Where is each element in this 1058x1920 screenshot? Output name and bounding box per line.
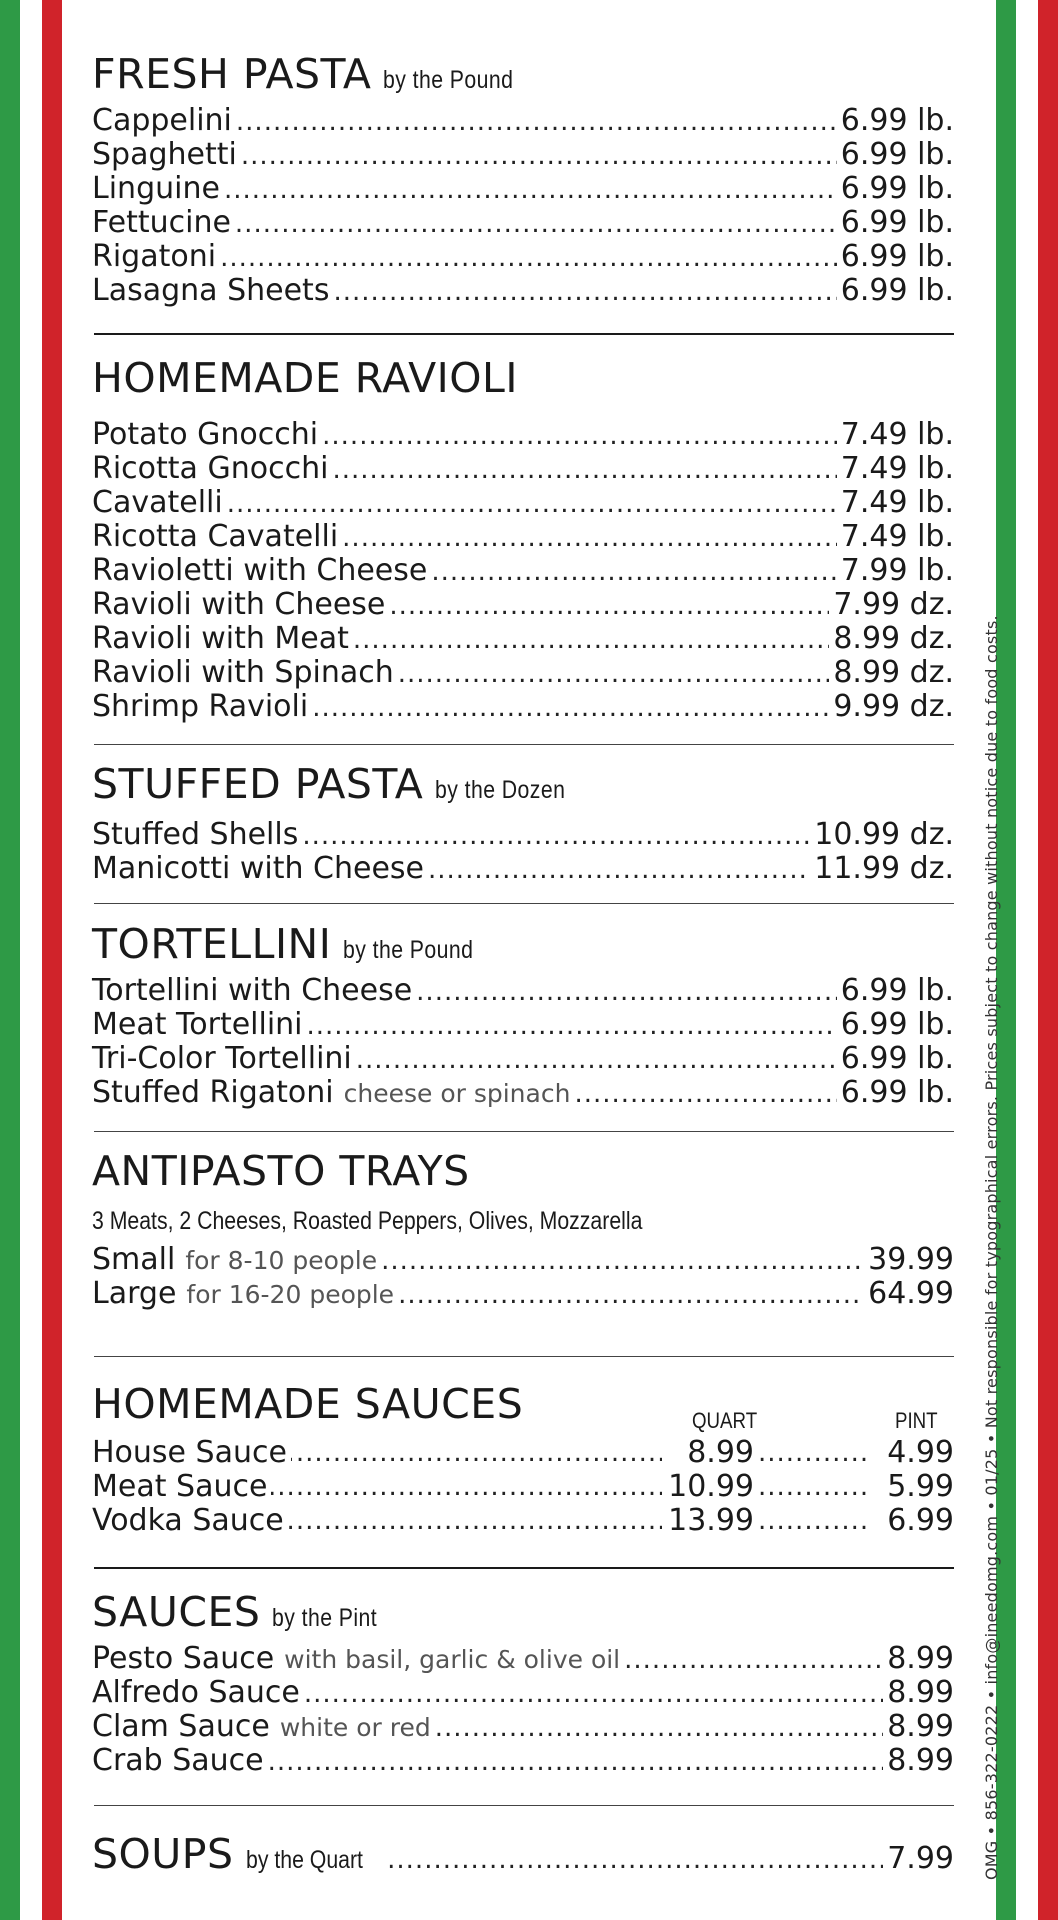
section-subtitle: by the Dozen (435, 776, 566, 804)
quart-price: 10.99 (664, 1470, 754, 1504)
item-price: 6.99 lb. (840, 1007, 954, 1042)
item-name: Meat Tortellini (92, 1007, 303, 1042)
item-list (92, 104, 954, 308)
item-price: 6.99 lb. (840, 205, 954, 240)
item-note: for 16-20 people (186, 1280, 395, 1309)
column-header-pint: PINT (895, 1408, 938, 1433)
item-note: with basil, garlic & olive oil (284, 1645, 621, 1674)
menu-item-row (92, 1277, 954, 1311)
section-heading (92, 760, 954, 814)
item-price: 6.99 lb. (840, 973, 954, 1008)
pint-price: 4.99 (883, 1436, 954, 1470)
green-stripe-left (0, 0, 20, 1920)
section-title: HOMEMADE SAUCES (92, 1380, 524, 1428)
section-heading (92, 1588, 954, 1642)
dot-leader (416, 975, 837, 1009)
dot-leader (307, 1009, 837, 1043)
item-name: Tri-Color Tortellini (92, 1041, 352, 1076)
dot-leader (574, 1077, 836, 1111)
dot-leader (435, 1711, 884, 1745)
section-homemade-sauces (92, 1380, 954, 1538)
menu-item-row (92, 452, 954, 486)
dot-leader (398, 657, 830, 691)
section-heading (92, 50, 954, 104)
item-name: Ravioli with Cheese (92, 587, 386, 622)
dot-leader (236, 105, 837, 139)
menu-item-row (92, 974, 954, 1008)
dot-leader (431, 555, 836, 589)
dot-leader (332, 453, 836, 487)
menu-item-row (92, 1710, 954, 1744)
item-name: Cavatelli (92, 485, 223, 520)
item-name: Crab Sauce (92, 1743, 264, 1778)
item-price: 6.99 lb. (840, 171, 954, 206)
section-antipasto-trays (92, 1147, 954, 1311)
menu-item-row (92, 656, 954, 690)
item-name: Stuffed Shells (92, 817, 299, 852)
item-price: 8.99 dz. (833, 655, 954, 690)
menu-item-row (92, 274, 954, 308)
section-sauces-pint (92, 1588, 954, 1778)
item-name: Tortellini with Cheese (92, 973, 413, 1008)
item-price: 7.49 lb. (840, 485, 954, 520)
section-subtitle: by the Pound (343, 936, 474, 964)
divider (94, 744, 954, 745)
dot-leader (389, 589, 829, 623)
pint-price: 5.99 (883, 1470, 954, 1504)
section-title: HOMEMADE RAVIOLI (92, 354, 518, 402)
menu-item-row (92, 818, 954, 852)
section-fresh-pasta (92, 50, 954, 308)
item-price: 7.49 lb. (840, 451, 954, 486)
section-title: FRESH PASTA (92, 50, 372, 98)
side-disclaimer: OMG • 856-322-0222 • info@ineedomg.com • 01/25 • Not responsible for typographical errors. Prices subject to change without notice due to food costs. (982, 615, 1001, 1880)
menu-item-row (92, 852, 954, 886)
item-list (92, 1243, 954, 1311)
menu-item-row (92, 486, 954, 520)
menu-item-row (92, 1744, 954, 1778)
section-heading (92, 1147, 954, 1195)
item-name: Rigatoni (92, 239, 217, 274)
item-price: 7.99 lb. (840, 553, 954, 588)
item-name: Fettucine (92, 205, 231, 240)
section-heading (92, 1380, 954, 1428)
item-name: Ravioli with Meat (92, 621, 349, 656)
dot-leader (758, 1470, 870, 1504)
menu-item-row (92, 1243, 954, 1277)
item-name: Ricotta Gnocchi (92, 451, 329, 486)
item-name: Manicotti with Cheese (92, 851, 425, 886)
section-stuffed-pasta (92, 760, 954, 886)
menu-item-row (92, 240, 954, 274)
dot-leader (356, 1043, 837, 1077)
dot-leader (758, 1504, 870, 1538)
quart-price: 8.99 (683, 1436, 754, 1470)
menu-item-row (92, 1076, 954, 1110)
menu-item-row (92, 172, 954, 206)
section-homemade-ravioli (92, 354, 954, 724)
section-title: STUFFED PASTA (92, 760, 424, 808)
dot-leader (302, 819, 810, 853)
menu-item-row (92, 1042, 954, 1076)
item-list (92, 418, 954, 724)
menu-item-row (92, 1642, 954, 1676)
sauce-price-table (92, 1436, 954, 1538)
item-price: 6.99 lb. (840, 1041, 954, 1076)
dot-leader (381, 1244, 864, 1278)
item-price: 8.99 (887, 1641, 954, 1676)
item-name: Cappelini (92, 103, 232, 138)
item-name: Vodka Sauce (92, 1504, 288, 1538)
item-price: 6.99 lb. (840, 1075, 954, 1110)
section-soups (92, 1830, 954, 1878)
item-price: 7.49 lb. (840, 417, 954, 452)
dot-leader (758, 1436, 870, 1470)
item-price: 39.99 (868, 1242, 954, 1277)
item-price: 7.99 (887, 1841, 954, 1876)
item-price: 10.99 dz. (814, 817, 954, 852)
item-note: white or red (279, 1713, 431, 1742)
item-price: 6.99 lb. (840, 103, 954, 138)
section-tortellini (92, 920, 954, 1110)
item-price: 64.99 (868, 1276, 954, 1311)
dot-leader (241, 139, 837, 173)
section-title: TORTELLINI (92, 920, 332, 968)
divider (94, 1567, 954, 1569)
section-subtitle: by the Pound (383, 66, 514, 94)
menu-item-row (92, 1676, 954, 1710)
menu-item-row (92, 1830, 954, 1878)
item-name: Small (92, 1242, 176, 1277)
dot-leader (268, 1745, 884, 1779)
column-header-quart: QUART (692, 1408, 758, 1433)
menu-item-row (92, 520, 954, 554)
item-price: 6.99 lb. (840, 137, 954, 172)
item-name: Clam Sauce (92, 1709, 270, 1744)
item-name: Potato Gnocchi (92, 417, 319, 452)
divider (94, 1356, 954, 1357)
dot-leader (312, 691, 829, 725)
dot-leader (220, 241, 837, 275)
divider (94, 903, 954, 904)
menu-item-row (92, 104, 954, 138)
item-price: 7.49 lb. (840, 519, 954, 554)
menu-item-row (92, 690, 954, 724)
item-name: Meat Sauce (92, 1470, 271, 1504)
item-price: 8.99 (887, 1743, 954, 1778)
dot-leader (353, 623, 829, 657)
item-name: Large (92, 1276, 177, 1311)
section-subtitle: by the Quart (245, 1846, 363, 1874)
item-name: Shrimp Ravioli (92, 689, 309, 724)
item-name: House Sauce (92, 1436, 291, 1470)
dot-leader (224, 173, 837, 207)
red-stripe-right (1038, 0, 1058, 1920)
item-note: cheese or spinach (343, 1079, 571, 1108)
red-stripe-left (42, 0, 62, 1920)
item-name: Ravioletti with Cheese (92, 553, 428, 588)
dot-leader (428, 853, 810, 887)
section-title: SAUCES (92, 1588, 261, 1636)
item-name: Pesto Sauce (92, 1641, 275, 1676)
item-note: for 8-10 people (185, 1246, 378, 1275)
sauce-row (92, 1436, 954, 1470)
item-price: 8.99 dz. (833, 621, 954, 656)
item-name: Linguine (92, 171, 220, 206)
section-heading (92, 920, 954, 974)
dot-leader (624, 1643, 883, 1677)
item-price: 9.99 dz. (833, 689, 954, 724)
menu-item-row (92, 622, 954, 656)
menu-item-row (92, 1008, 954, 1042)
item-price: 8.99 (887, 1675, 954, 1710)
item-name: Spaghetti (92, 137, 237, 172)
sauce-row (92, 1470, 954, 1504)
item-name: Stuffed Rigatoni (92, 1075, 334, 1110)
item-price: 11.99 dz. (814, 851, 954, 886)
item-name: Alfredo Sauce (92, 1675, 300, 1710)
item-name: Ravioli with Spinach (92, 655, 394, 690)
item-price: 7.99 dz. (833, 587, 954, 622)
dot-leader (227, 487, 837, 521)
dot-leader (235, 207, 837, 241)
dot-leader (387, 1836, 883, 1884)
section-title: SOUPS (92, 1830, 234, 1878)
item-list (92, 974, 954, 1110)
menu-item-row (92, 418, 954, 452)
dot-leader (322, 419, 837, 453)
menu-item-row (92, 138, 954, 172)
dot-leader (333, 275, 836, 309)
divider (94, 1805, 954, 1806)
item-price: 6.99 lb. (840, 273, 954, 308)
divider (94, 1131, 954, 1132)
pint-price: 6.99 (883, 1504, 954, 1538)
sauce-row (92, 1504, 954, 1538)
item-price: 6.99 lb. (840, 239, 954, 274)
dot-leader (398, 1278, 864, 1312)
dot-leader (304, 1677, 883, 1711)
dot-leader (342, 521, 837, 555)
item-list (92, 818, 954, 886)
section-description: 3 Meats, 2 Cheeses, Roasted Peppers, Olives, Mozzarella (92, 1207, 643, 1235)
menu-item-row (92, 588, 954, 622)
quart-price: 13.99 (664, 1504, 754, 1538)
item-name: Lasagna Sheets (92, 273, 330, 308)
item-name: Ricotta Cavatelli (92, 519, 339, 554)
item-price: 8.99 (887, 1709, 954, 1744)
divider (94, 333, 954, 335)
item-list (92, 1642, 954, 1778)
section-heading (92, 354, 954, 402)
section-subtitle: by the Pint (272, 1604, 378, 1632)
menu-item-row (92, 206, 954, 240)
section-title: ANTIPASTO TRAYS (92, 1147, 470, 1195)
menu-item-row (92, 554, 954, 588)
